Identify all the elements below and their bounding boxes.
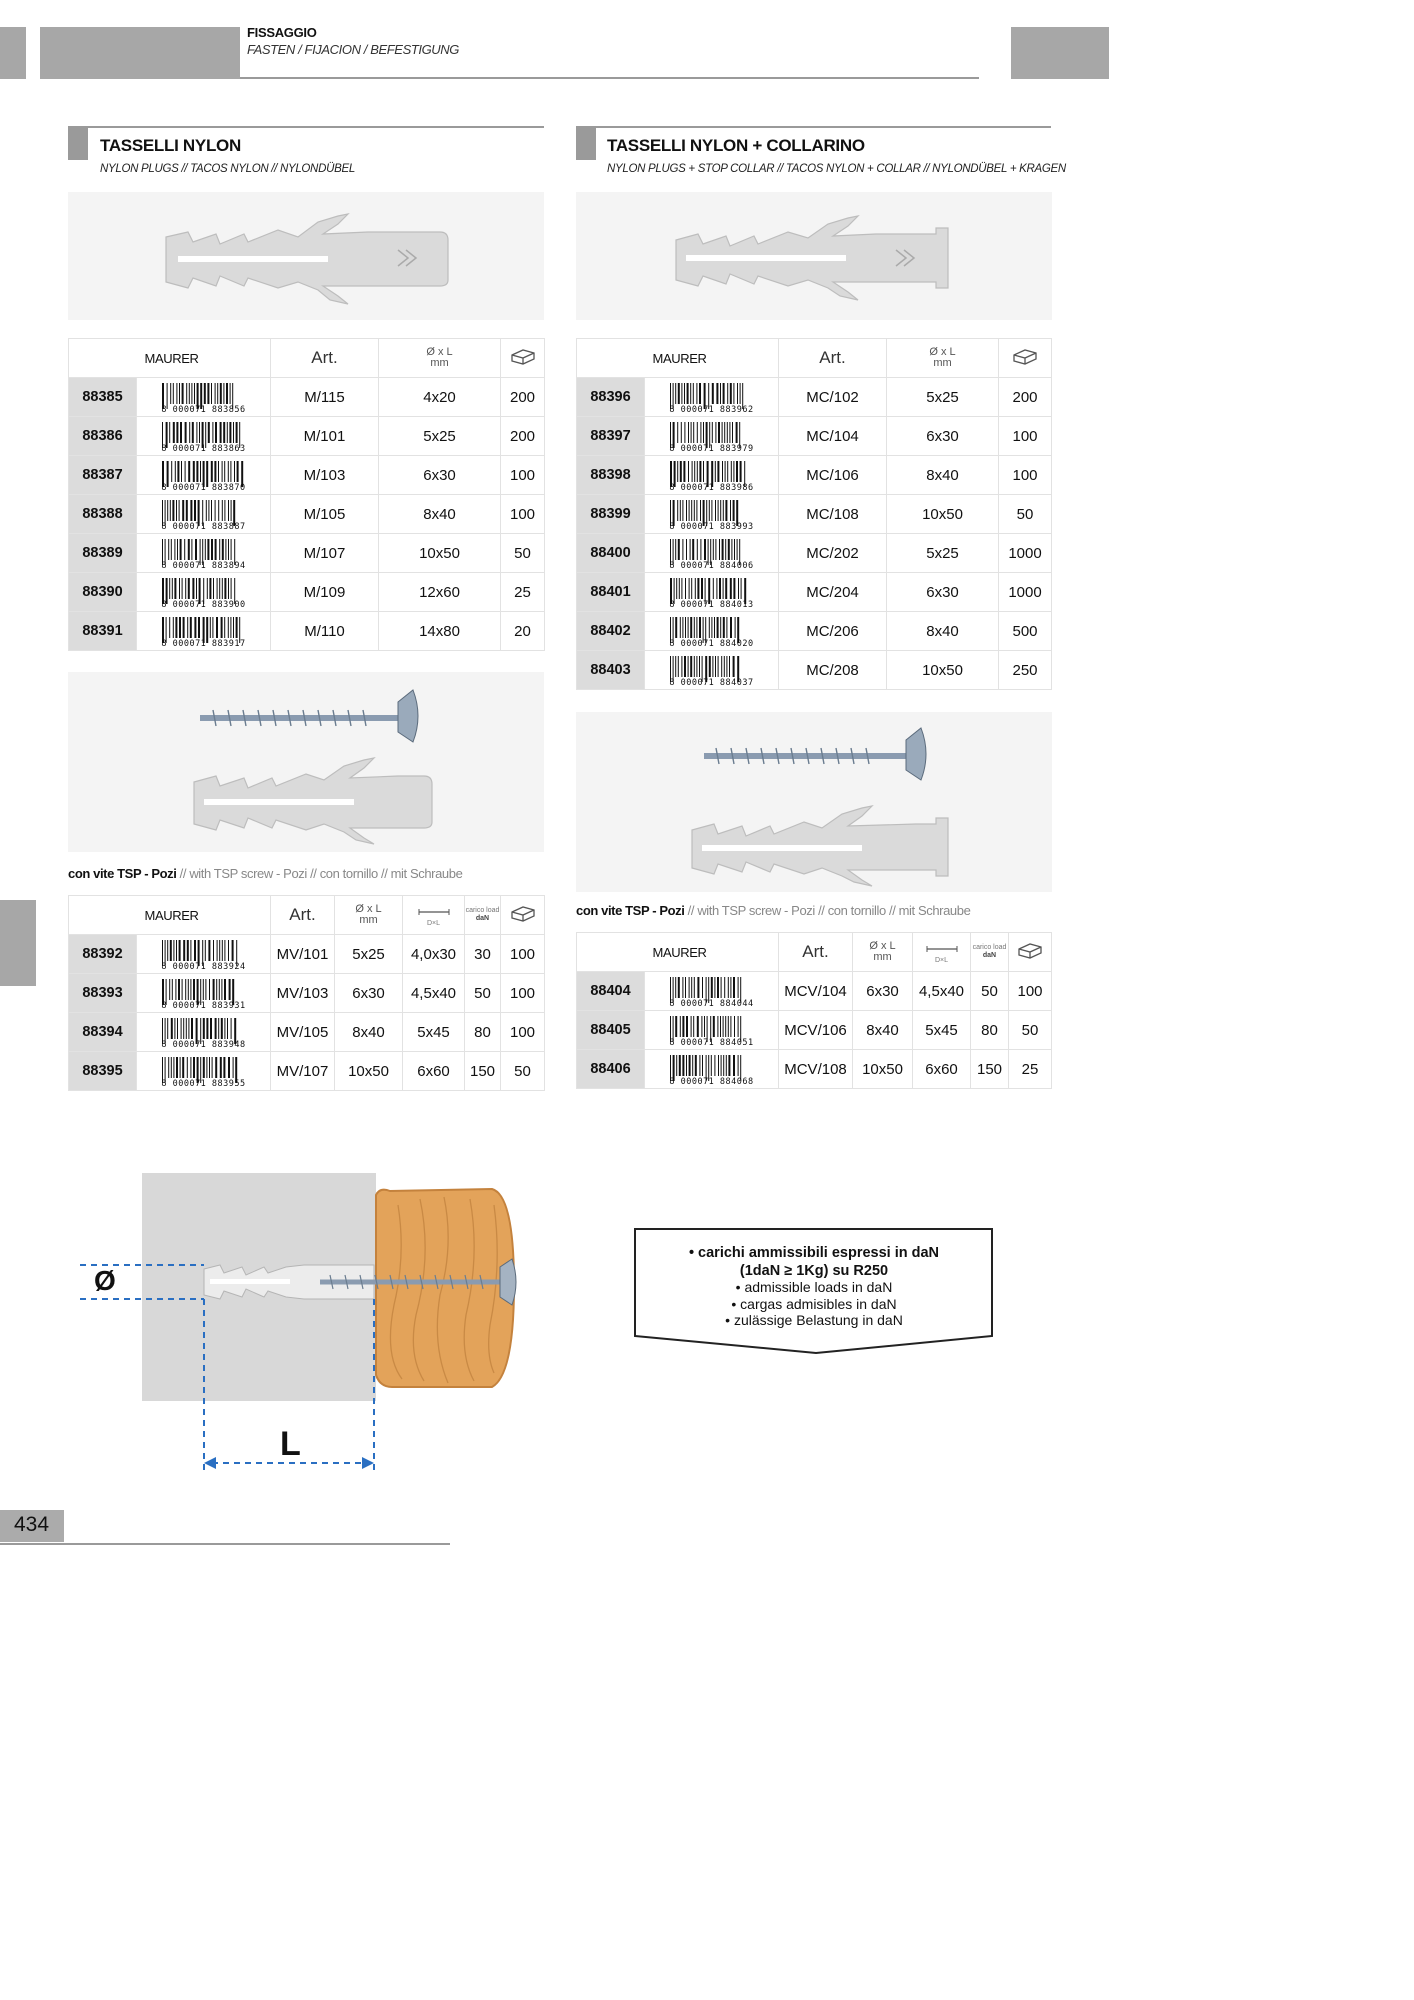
col-art: Art.	[271, 896, 335, 935]
cell-art: MV/101	[271, 935, 335, 974]
screw-dimension-icon: D×L	[913, 933, 971, 972]
header-subtitle: FASTEN / FIJACION / BEFESTIGUNG	[247, 42, 459, 57]
cell-qty: 1000	[999, 534, 1052, 573]
cell-art: MC/208	[779, 651, 887, 690]
article-code: 88390	[69, 573, 137, 612]
cell-art: MC/204	[779, 573, 887, 612]
article-code: 88389	[69, 534, 137, 573]
cell-art: MV/103	[271, 974, 335, 1013]
cell-dim: 5x25	[887, 534, 999, 573]
cell-art: MC/108	[779, 495, 887, 534]
brand-logo: MAURER	[577, 933, 779, 972]
col-art: Art.	[271, 339, 379, 378]
cell-qty: 100	[1009, 972, 1052, 1011]
cell-dim: 10x50	[887, 495, 999, 534]
cell-load: 80	[971, 1011, 1009, 1050]
barcode-number: 8 000071 884013	[669, 600, 754, 610]
diameter-label: Ø	[94, 1265, 116, 1296]
box-icon	[501, 339, 545, 378]
barcode-number: 8 000071 884037	[669, 678, 754, 688]
cell-art: MC/104	[779, 417, 887, 456]
barcode	[137, 495, 271, 534]
barcode	[645, 1050, 779, 1089]
cell-dim: 8x40	[887, 456, 999, 495]
cell-dim: 5x25	[335, 935, 403, 974]
product-table	[576, 338, 1052, 690]
header-title: FISSAGGIO	[247, 25, 317, 40]
product-table	[68, 338, 545, 651]
note-line-de: • zulässige Belastung in daN	[725, 1312, 903, 1328]
barcode-number: 8 000071 884068	[669, 1077, 754, 1087]
table-row	[577, 495, 1052, 534]
cell-qty: 100	[501, 935, 545, 974]
article-code: 88391	[69, 612, 137, 651]
cell-art: MC/102	[779, 378, 887, 417]
cell-dim: 6x30	[853, 972, 913, 1011]
cell-qty: 100	[501, 974, 545, 1013]
cell-load: 50	[465, 974, 501, 1013]
barcode-number: 8 000071 883931	[161, 1001, 246, 1011]
header-rule	[240, 77, 979, 79]
side-tab	[0, 900, 36, 986]
barcode	[645, 495, 779, 534]
cell-dim: 6x30	[887, 417, 999, 456]
brand-logo: MAURER	[577, 339, 779, 378]
note-line-en: • admissible loads in daN	[735, 1279, 893, 1295]
cell-art: MCV/104	[779, 972, 853, 1011]
col-dxl: Ø x L mm	[887, 339, 999, 378]
col-art: Art.	[779, 933, 853, 972]
article-code: 88386	[69, 417, 137, 456]
cell-art: M/101	[271, 417, 379, 456]
table-header-row	[69, 896, 545, 935]
barcode-number: 8 000071 883979	[669, 444, 754, 454]
cell-art: MCV/108	[779, 1050, 853, 1089]
cell-qty: 200	[999, 378, 1052, 417]
cell-qty: 20	[501, 612, 545, 651]
article-code: 88388	[69, 495, 137, 534]
cell-screw: 5x45	[403, 1013, 465, 1052]
barcode-number: 8 000071 883986	[669, 483, 754, 493]
barcode-number: 8 000071 883900	[161, 600, 246, 610]
cell-art: MCV/106	[779, 1011, 853, 1050]
brand-logo: MAURER	[69, 896, 271, 935]
cell-qty: 100	[999, 456, 1052, 495]
section-rule	[576, 126, 1051, 128]
cell-art: M/107	[271, 534, 379, 573]
table-row	[69, 378, 545, 417]
cell-qty: 25	[1009, 1050, 1052, 1089]
barcode	[137, 974, 271, 1013]
cell-qty: 50	[501, 1052, 545, 1091]
barcode	[137, 612, 271, 651]
table-row	[69, 935, 545, 974]
barcode-number: 8 000071 883962	[669, 405, 754, 415]
cell-load: 80	[465, 1013, 501, 1052]
cell-load: 50	[971, 972, 1009, 1011]
barcode-number: 8 000071 883948	[161, 1040, 246, 1050]
header-tab-left	[0, 27, 26, 79]
table-header-row	[577, 933, 1052, 972]
screw-caption: con vite TSP - Pozi // with TSP screw - Pozi // con tornillo // mit Schraube	[68, 866, 463, 881]
cell-art: M/105	[271, 495, 379, 534]
barcode	[137, 378, 271, 417]
header-tab-right	[1011, 27, 1109, 79]
page-number: 434	[14, 1513, 50, 1536]
cell-dim: 5x25	[887, 378, 999, 417]
table-row	[69, 495, 545, 534]
cell-screw: 6x60	[403, 1052, 465, 1091]
article-code: 88405	[577, 1011, 645, 1050]
table-row	[577, 612, 1052, 651]
table-row	[577, 378, 1052, 417]
cell-art: MC/206	[779, 612, 887, 651]
cell-load: 30	[465, 935, 501, 974]
cell-art: M/115	[271, 378, 379, 417]
load-note-box	[634, 1228, 994, 1356]
cell-load: 150	[465, 1052, 501, 1091]
note-line-ratio: (1daN ≥ 1Kg) su R250	[739, 1262, 889, 1279]
section-marker	[576, 128, 596, 160]
table-header-row	[577, 339, 1052, 378]
cell-dim: 10x50	[379, 534, 501, 573]
article-code: 88394	[69, 1013, 137, 1052]
cell-qty: 200	[501, 417, 545, 456]
cell-dim: 6x30	[335, 974, 403, 1013]
note-line-it: • carichi ammissibili espressi in daN	[688, 1245, 940, 1261]
cell-screw: 4,0x30	[403, 935, 465, 974]
article-code: 88393	[69, 974, 137, 1013]
barcode	[645, 456, 779, 495]
barcode	[645, 612, 779, 651]
table-row	[69, 612, 545, 651]
load-icon: carico load daN	[971, 933, 1009, 972]
product-table	[68, 895, 545, 1091]
cell-art: M/109	[271, 573, 379, 612]
barcode	[137, 1013, 271, 1052]
installation-diagram	[80, 1165, 540, 1485]
table-row	[577, 1011, 1052, 1050]
table-row	[69, 1052, 545, 1091]
box-icon	[1009, 933, 1052, 972]
barcode-number: 8 000071 883870	[161, 483, 246, 493]
cell-qty: 50	[1009, 1011, 1052, 1050]
barcode	[645, 1011, 779, 1050]
cell-art: MV/105	[271, 1013, 335, 1052]
barcode-number: 8 000071 883856	[161, 405, 246, 415]
article-code: 88398	[577, 456, 645, 495]
cell-qty: 100	[501, 1013, 545, 1052]
section-rule	[68, 126, 544, 128]
table-row	[69, 534, 545, 573]
cell-art: M/103	[271, 456, 379, 495]
section-title: TASSELLI NYLON + COLLARINO	[607, 136, 865, 155]
barcode-number: 8 000071 883993	[669, 522, 754, 532]
barcode	[137, 534, 271, 573]
barcode	[645, 651, 779, 690]
screw-dimension-icon: D×L	[403, 896, 465, 935]
article-code: 88392	[69, 935, 137, 974]
cell-qty: 100	[501, 456, 545, 495]
cell-qty: 50	[999, 495, 1052, 534]
barcode-number: 8 000071 883894	[161, 561, 246, 571]
section-subtitle: NYLON PLUGS // TACOS NYLON // NYLONDÜBEL	[100, 163, 355, 175]
table-row	[69, 1013, 545, 1052]
barcode-number: 8 000071 884020	[669, 639, 754, 649]
table-header-row	[69, 339, 545, 378]
cell-screw: 4,5x40	[403, 974, 465, 1013]
table-row	[577, 651, 1052, 690]
product-table	[576, 932, 1052, 1089]
barcode-number: 8 000071 884006	[669, 561, 754, 571]
plug-collar-image	[576, 192, 1052, 320]
cell-qty: 100	[999, 417, 1052, 456]
brand-logo: MAURER	[69, 339, 271, 378]
col-dxl: Ø x L mm	[379, 339, 501, 378]
barcode-number: 8 000071 883887	[161, 522, 246, 532]
table-row	[577, 534, 1052, 573]
article-code: 88404	[577, 972, 645, 1011]
barcode	[645, 534, 779, 573]
cell-dim: 8x40	[887, 612, 999, 651]
barcode	[645, 378, 779, 417]
barcode-number: 8 000071 883955	[161, 1079, 246, 1089]
length-label: L	[280, 1425, 301, 1463]
cell-screw: 5x45	[913, 1011, 971, 1050]
table-row	[577, 573, 1052, 612]
barcode	[645, 417, 779, 456]
cell-art: M/110	[271, 612, 379, 651]
table-row	[577, 456, 1052, 495]
article-code: 88400	[577, 534, 645, 573]
col-dxl: Ø x L mm	[335, 896, 403, 935]
cell-dim: 8x40	[379, 495, 501, 534]
barcode	[137, 456, 271, 495]
cell-dim: 6x30	[379, 456, 501, 495]
cell-qty: 25	[501, 573, 545, 612]
cell-dim: 5x25	[379, 417, 501, 456]
cell-qty: 250	[999, 651, 1052, 690]
section-title: TASSELLI NYLON	[100, 136, 241, 155]
plug-collar-screw-image	[576, 712, 1052, 892]
note-line-es: • cargas admisibles in daN	[731, 1295, 897, 1312]
col-art: Art.	[779, 339, 887, 378]
barcode-number: 8 000071 883863	[161, 444, 246, 454]
table-row	[69, 573, 545, 612]
table-row	[69, 974, 545, 1013]
cell-qty: 100	[501, 495, 545, 534]
article-code: 88397	[577, 417, 645, 456]
barcode-number: 8 000071 883917	[161, 639, 246, 649]
article-code: 88401	[577, 573, 645, 612]
barcode	[137, 417, 271, 456]
section-subtitle: NYLON PLUGS + STOP COLLAR // TACOS NYLON + COLLAR // NYLONDÜBEL + KRAGEN	[607, 163, 1066, 175]
table-row	[577, 417, 1052, 456]
page-number-box	[0, 1510, 64, 1542]
section-marker	[68, 128, 88, 160]
cell-qty: 200	[501, 378, 545, 417]
table-row	[577, 1050, 1052, 1089]
cell-qty: 50	[501, 534, 545, 573]
cell-dim: 14x80	[379, 612, 501, 651]
cell-qty: 500	[999, 612, 1052, 651]
cell-dim: 10x50	[853, 1050, 913, 1089]
cell-dim: 6x30	[887, 573, 999, 612]
article-code: 88396	[577, 378, 645, 417]
barcode	[137, 1052, 271, 1091]
barcode-number: 8 000071 884051	[669, 1038, 754, 1048]
article-code: 88402	[577, 612, 645, 651]
barcode-number: 8 000071 883924	[161, 962, 246, 972]
article-code: 88387	[69, 456, 137, 495]
cell-dim: 8x40	[853, 1011, 913, 1050]
col-dxl: Ø x L mm	[853, 933, 913, 972]
cell-dim: 12x60	[379, 573, 501, 612]
footer-rule	[0, 1543, 450, 1545]
cell-dim: 10x50	[887, 651, 999, 690]
article-code: 88395	[69, 1052, 137, 1091]
article-code: 88399	[577, 495, 645, 534]
cell-dim: 10x50	[335, 1052, 403, 1091]
cell-screw: 6x60	[913, 1050, 971, 1089]
table-row	[69, 456, 545, 495]
cell-qty: 1000	[999, 573, 1052, 612]
article-code: 88403	[577, 651, 645, 690]
cell-art: MC/106	[779, 456, 887, 495]
table-row	[69, 417, 545, 456]
cell-load: 150	[971, 1050, 1009, 1089]
load-icon: carico load daN	[465, 896, 501, 935]
article-code: 88385	[69, 378, 137, 417]
screw-caption: con vite TSP - Pozi // with TSP screw - Pozi // con tornillo // mit Schraube	[576, 903, 971, 918]
cell-art: MV/107	[271, 1052, 335, 1091]
cell-screw: 4,5x40	[913, 972, 971, 1011]
cell-art: MC/202	[779, 534, 887, 573]
plug-image	[68, 192, 544, 320]
box-icon	[999, 339, 1052, 378]
article-code: 88406	[577, 1050, 645, 1089]
plug-screw-image	[68, 672, 544, 852]
table-row	[577, 972, 1052, 1011]
box-icon	[501, 896, 545, 935]
barcode	[137, 935, 271, 974]
barcode	[137, 573, 271, 612]
header-block	[40, 27, 240, 79]
cell-dim: 8x40	[335, 1013, 403, 1052]
cell-dim: 4x20	[379, 378, 501, 417]
barcode	[645, 573, 779, 612]
barcode-number: 8 000071 884044	[669, 999, 754, 1009]
barcode	[645, 972, 779, 1011]
